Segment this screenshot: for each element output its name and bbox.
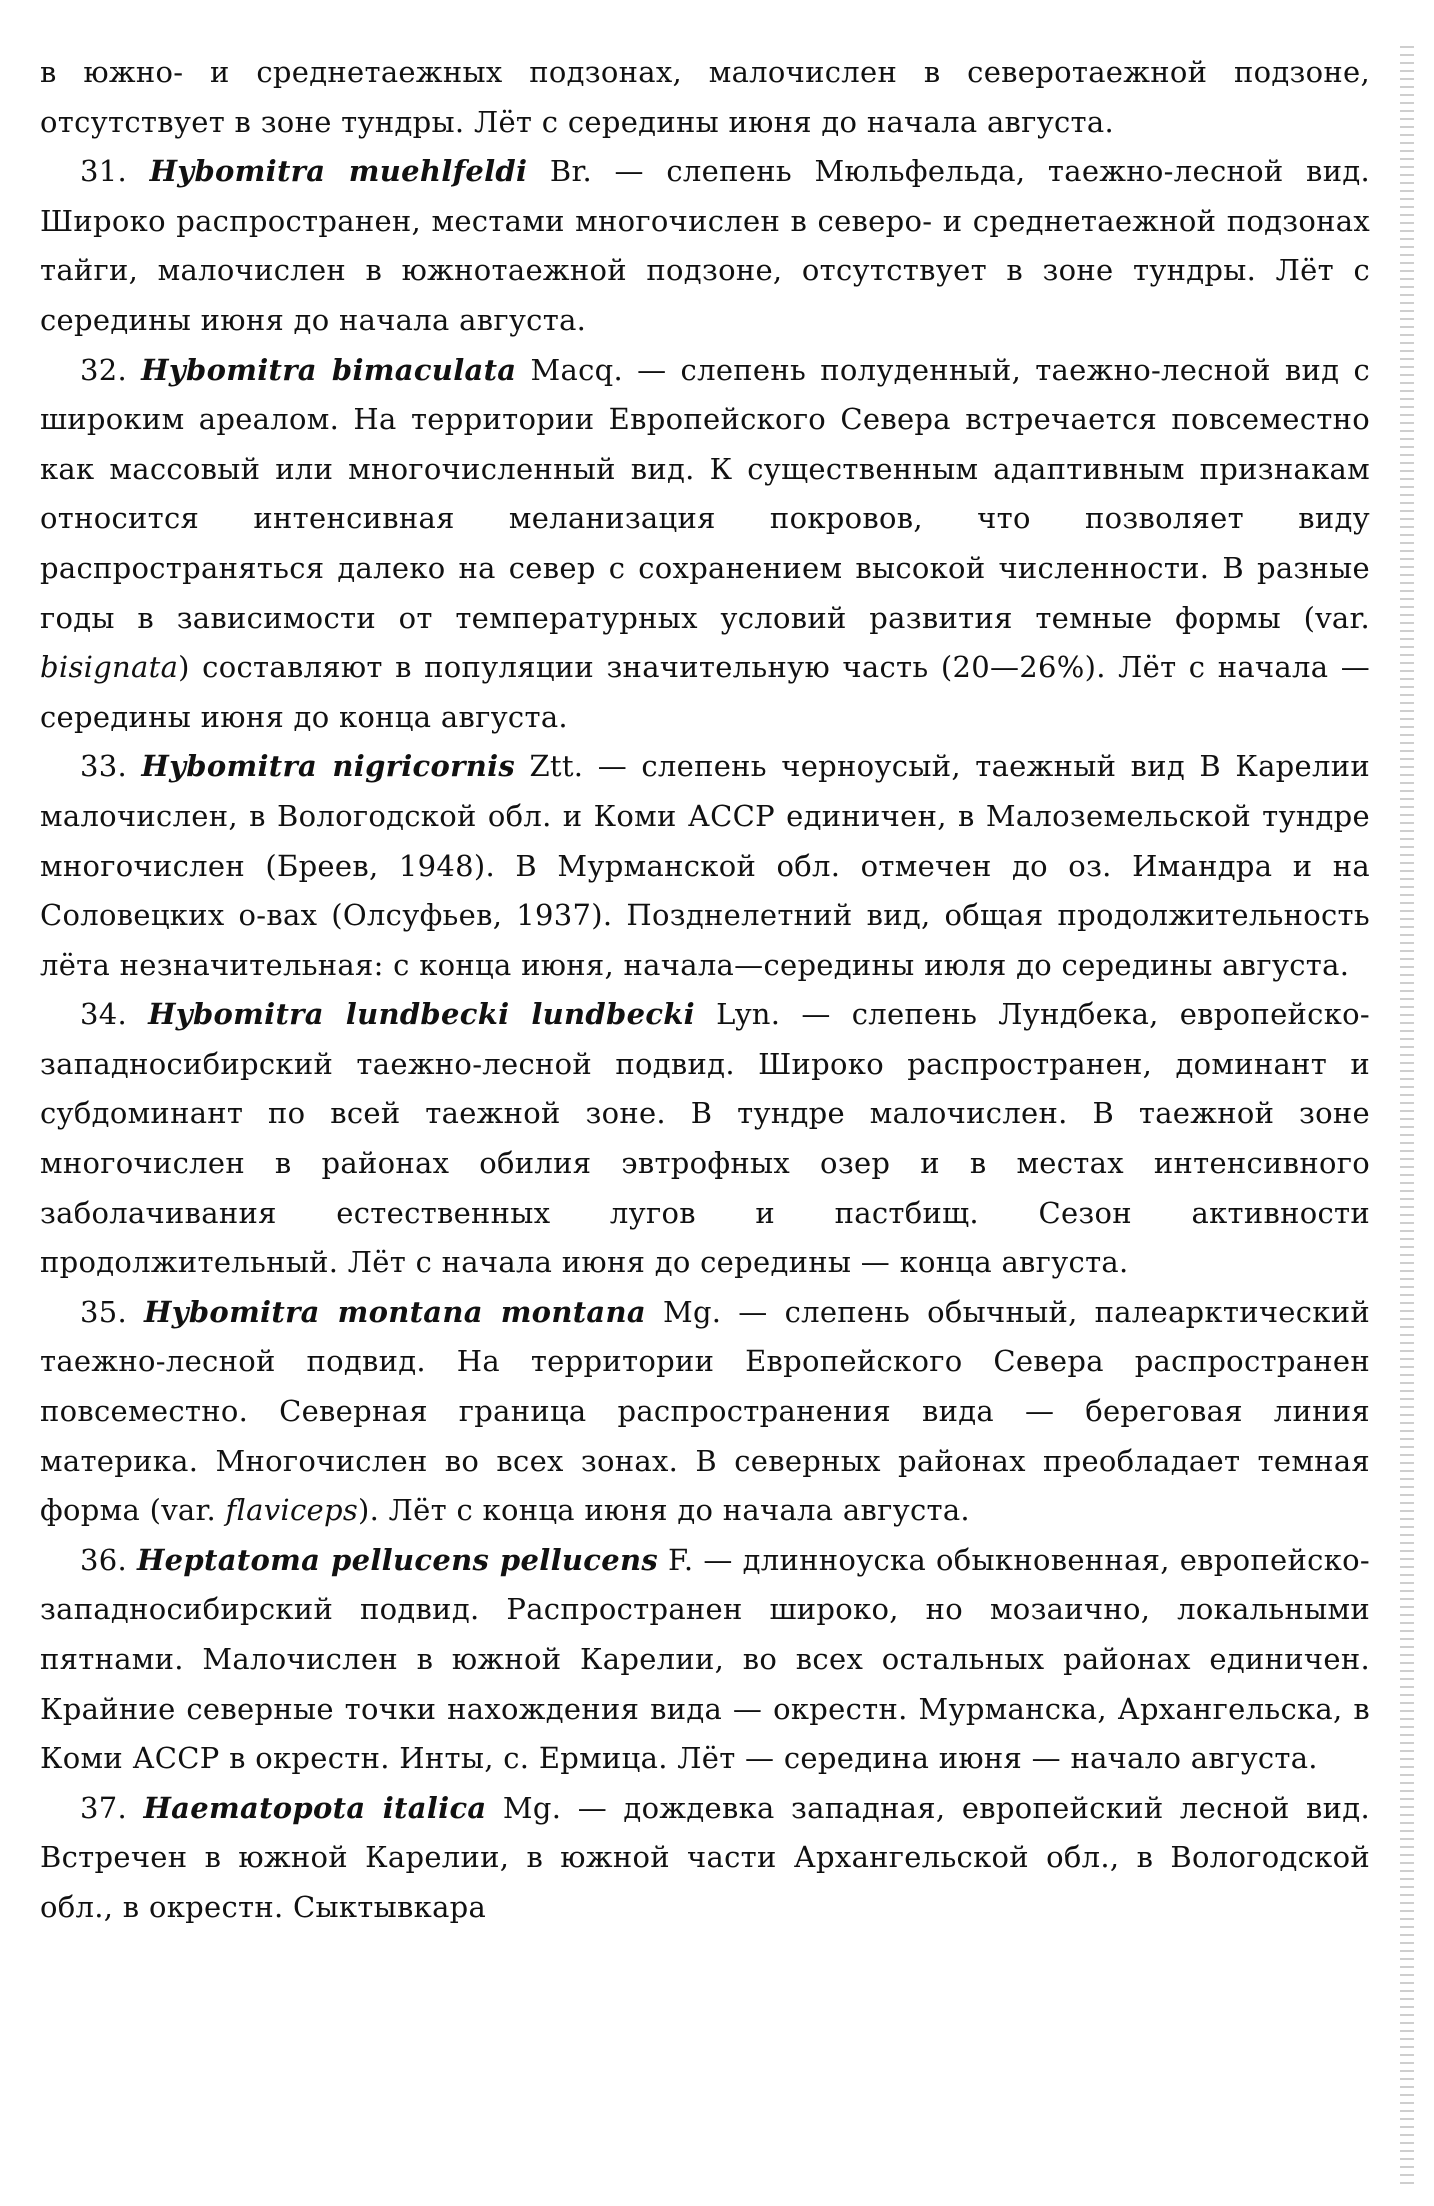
entry-number: 33. (80, 749, 128, 784)
entry-number: 37. (80, 1790, 128, 1825)
intro-paragraph: в южно- и среднетаежных подзонах, малочислен в северотаежной подзоне, отсутствует в зоне тундры. Лёт с середины июня до начала августа. (40, 55, 1370, 139)
taxon-author: F. (667, 1542, 694, 1577)
taxon-name: Hybomitra bimaculata (141, 352, 517, 387)
taxon-author: Mg. (502, 1790, 562, 1825)
taxon-name: Heptatoma pellucens pellucens (136, 1542, 659, 1577)
variety-name: flaviceps (225, 1493, 359, 1528)
taxon-name: Hybomitra lundbecki lundbecki (148, 997, 695, 1032)
species-entry-34 (40, 990, 1370, 1288)
entry-number: 34. (80, 997, 128, 1032)
entry-number: 35. (80, 1294, 128, 1329)
taxon-author: Lyn. (716, 997, 781, 1032)
variety-name: bisignata (40, 650, 179, 685)
entry-number: 31. (80, 154, 128, 189)
entry-number: 36. (80, 1542, 128, 1577)
taxon-name: Haematopota italica (143, 1790, 487, 1825)
taxon-author: Ztt. (529, 749, 584, 784)
taxon-author: Br. (549, 154, 592, 189)
document-page (40, 48, 1370, 1933)
species-entry-36 (40, 1536, 1370, 1784)
entry-text-continued: ). Лёт с конца июня до начала августа. (358, 1493, 970, 1528)
taxon-name: Hybomitra montana montana (144, 1294, 646, 1329)
entry-text-continued: ) составляют в популяции значительную часть (20—26%). Лёт с начала — середины июня до конца августа. (40, 650, 1370, 734)
species-entry-32 (40, 346, 1370, 743)
entry-text: — слепень обычный, палеарктический таежно-лесной подвид. На территории Европейского Севера распространен повсеместно. Северная граница распространения вида — береговая линия материка. Многочислен во всех зонах. В северных районах преобладает темная форма (var. (40, 1294, 1370, 1528)
taxon-name: Hybomitra nigricornis (141, 749, 516, 784)
entry-text: — слепень полуденный, таежно-лесной вид с широким ареалом. На территории Европейского Севера встречается повсеместно как массовый или многочисленный вид. К существенным адаптивным признакам относится интенсивная меланизация покровов, что позволяет виду распространяться далеко на север с сохранением высокой численности. В разные годы в зависимости от температурных условий развития темные формы (var. (40, 352, 1370, 635)
entry-text: — слепень Лундбека, европейско-западносибирский таежно-лесной подвид. Широко распространен, доминант и субдоминант по всей таежной зоне. В тундре малочислен. В таежной зоне многочислен в районах обилия эвтрофных озер и в местах интенсивного заболачивания естественных лугов и пастбищ. Сезон активности продолжительный. Лёт с начала июня до середины — конца августа. (40, 997, 1370, 1280)
species-entry-33 (40, 742, 1370, 990)
entry-number: 32. (80, 352, 128, 387)
species-entry-35 (40, 1288, 1370, 1536)
scan-edge-artifact (1400, 40, 1414, 2190)
species-entry-31 (40, 147, 1370, 345)
entry-text: — слепень Мюльфельда, таежно-лесной вид. Широко распространен, местами многочислен в северо- и среднетаежной подзонах тайги, малочислен в южнотаежной подзоне, отсутствует в зоне тундры. Лёт с середины июня до начала августа. (40, 154, 1370, 337)
taxon-author: Mg. (662, 1294, 722, 1329)
entry-text: — длинноуска обыкновенная, европейско-западносибирский подвид. Распространен широко, но мозаично, локальными пятнами. Малочислен в южной Карелии, во всех остальных районах единичен. Крайние северные точки нахождения вида — окрестн. Мурманска, Архангельска, в Коми АССР в окрестн. Инты, с. Ермица. Лёт — середина июня — начало августа. (40, 1542, 1370, 1776)
entry-text: — слепень черноусый, таежный вид В Карелии малочислен, в Вологодской обл. и Коми АССР единичен, в Малоземельской тундре многочислен (Бреев, 1948). В Мурманской обл. отмечен до оз. Имандра и на Соловецких о-вах (Олсуфьев, 1937). Позднелетний вид, общая продолжительность лёта незначительная: с конца июня, начала—середины июля до середины августа. (40, 749, 1370, 982)
taxon-author: Macq. (530, 352, 624, 387)
taxon-name: Hybomitra muehlfeldi (149, 154, 528, 189)
species-entry-37 (40, 1784, 1370, 1933)
entry-text: — дождевка западная, европейский лесной вид. Встречен в южной Карелии, в южной части Архангельской обл., в Вологодской обл., в окрестн. Сыктывкара (40, 1790, 1370, 1924)
